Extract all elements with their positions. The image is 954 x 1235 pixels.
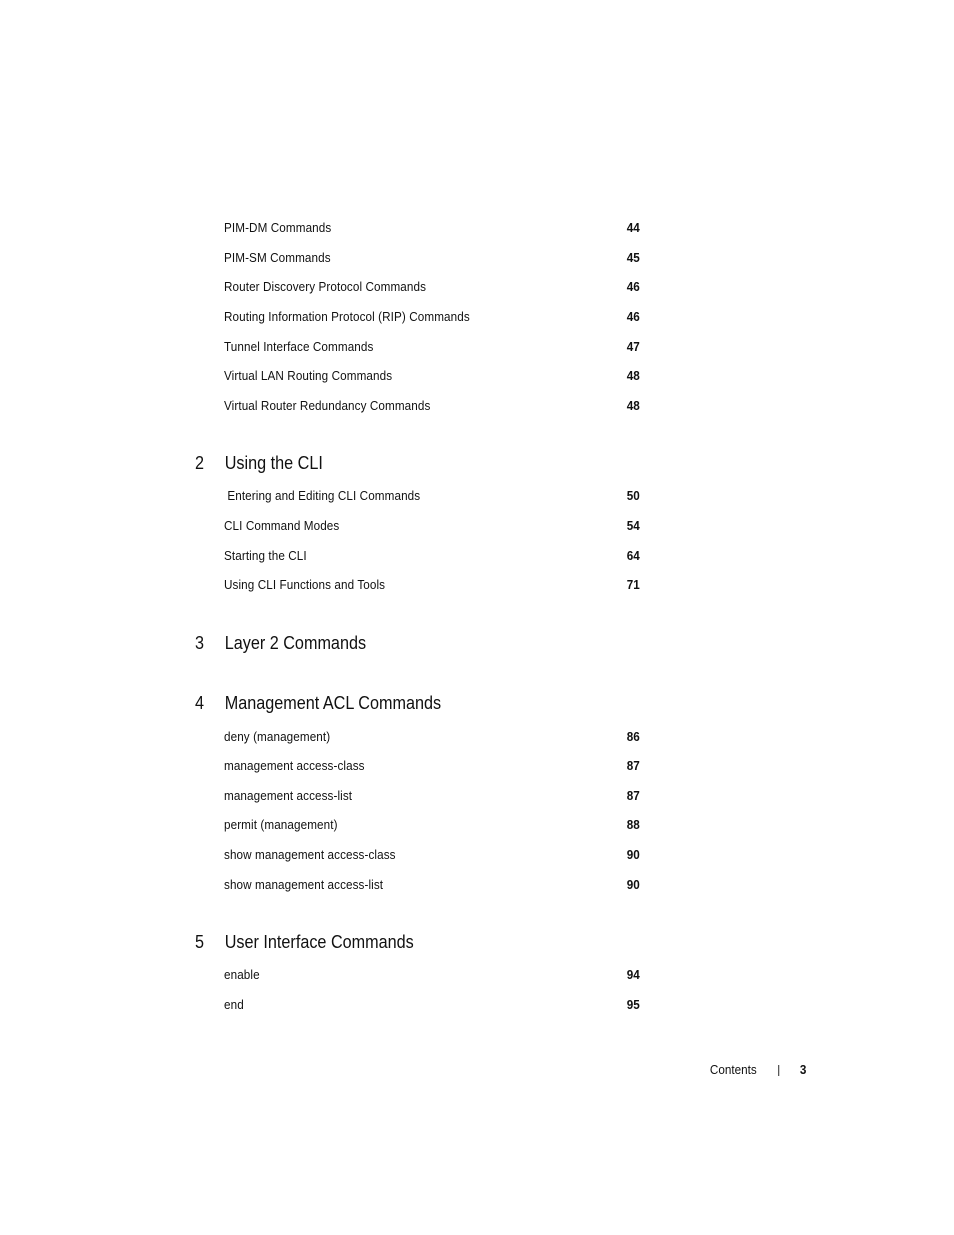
toc-entry <box>224 366 640 386</box>
chapter-title: Layer 2 Commands <box>224 633 367 653</box>
toc-entry-title: Using CLI Functions and Tools <box>224 577 386 592</box>
toc-entry <box>224 575 640 595</box>
toc-entry-page: 50 <box>626 488 640 503</box>
toc-entry-page: 90 <box>626 847 640 862</box>
toc-entry-page: 88 <box>626 817 640 832</box>
toc-entry-page: 94 <box>626 967 640 982</box>
toc-entry <box>224 875 640 895</box>
toc-entry <box>224 277 640 297</box>
toc-entry-title: permit (management) <box>224 817 338 832</box>
toc-entry-title: PIM-SM Commands <box>224 250 331 265</box>
toc-entry-page: 87 <box>626 758 640 773</box>
toc-entry-title: PIM-DM Commands <box>224 220 332 235</box>
chapter-number: 5 <box>195 932 205 952</box>
toc-entry-page: 87 <box>626 788 640 803</box>
toc-entry-page: 44 <box>626 220 640 235</box>
toc-entry <box>224 727 640 747</box>
toc-entry-page: 46 <box>626 279 640 294</box>
toc-entry-title: end <box>224 997 244 1012</box>
chapter-number: 2 <box>195 453 205 473</box>
toc-entry <box>224 486 640 506</box>
toc-entry <box>224 218 640 238</box>
toc-entry <box>224 396 640 416</box>
chapter-title: Management ACL Commands <box>224 693 442 713</box>
footer-separator <box>778 1065 779 1076</box>
toc-entry <box>224 786 640 806</box>
toc-entry <box>224 307 640 327</box>
footer-section-label: Contents <box>709 1062 757 1077</box>
chapter-title: User Interface Commands <box>224 932 414 952</box>
chapter-title: Using the CLI <box>224 453 323 473</box>
page-footer <box>700 1060 807 1080</box>
toc-entry-page: 54 <box>626 518 640 533</box>
toc-entry-title: Router Discovery Protocol Commands <box>224 279 427 294</box>
toc-entry <box>224 995 640 1015</box>
toc-entry-title: enable <box>224 967 260 982</box>
toc-entry-title: Tunnel Interface Commands <box>224 339 374 354</box>
toc-entry <box>224 815 640 835</box>
toc-entry-page: 46 <box>626 309 640 324</box>
toc-entry-page: 95 <box>626 997 640 1012</box>
toc-entry-title: Virtual LAN Routing Commands <box>224 368 393 383</box>
footer-page-number: 3 <box>799 1062 807 1077</box>
toc-entry-title: show management access-class <box>224 847 396 862</box>
toc-entry-page: 47 <box>626 339 640 354</box>
toc-entry-title: management access-list <box>224 788 353 803</box>
toc-entry-page: 64 <box>626 548 640 563</box>
toc-entry-title: CLI Command Modes <box>224 518 340 533</box>
toc-entry <box>224 965 640 985</box>
toc-entry <box>224 546 640 566</box>
toc-entry-page: 45 <box>626 250 640 265</box>
toc-entry <box>224 756 640 776</box>
toc-entry <box>224 248 640 268</box>
toc-entry-title: deny (management) <box>224 729 331 744</box>
toc-entry-page: 90 <box>626 877 640 892</box>
toc-entry-title: management access-class <box>224 758 365 773</box>
toc-entry-title: Entering and Editing CLI Commands <box>224 488 421 503</box>
toc-entry <box>224 516 640 536</box>
toc-entry-page: 86 <box>626 729 640 744</box>
toc-entry-title: show management access-list <box>224 877 384 892</box>
toc-entry-title: Routing Information Protocol (RIP) Commands <box>224 309 470 324</box>
toc-entry <box>224 337 640 357</box>
chapter-number: 4 <box>195 693 205 713</box>
toc-entry-page: 48 <box>626 368 640 383</box>
toc-entry-page: 71 <box>626 577 640 592</box>
toc-entry-page: 48 <box>626 398 640 413</box>
toc-entry-title: Starting the CLI <box>224 548 307 563</box>
toc-entry <box>224 845 640 865</box>
toc-entry-title: Virtual Router Redundancy Commands <box>224 398 431 413</box>
chapter-number: 3 <box>195 633 205 653</box>
